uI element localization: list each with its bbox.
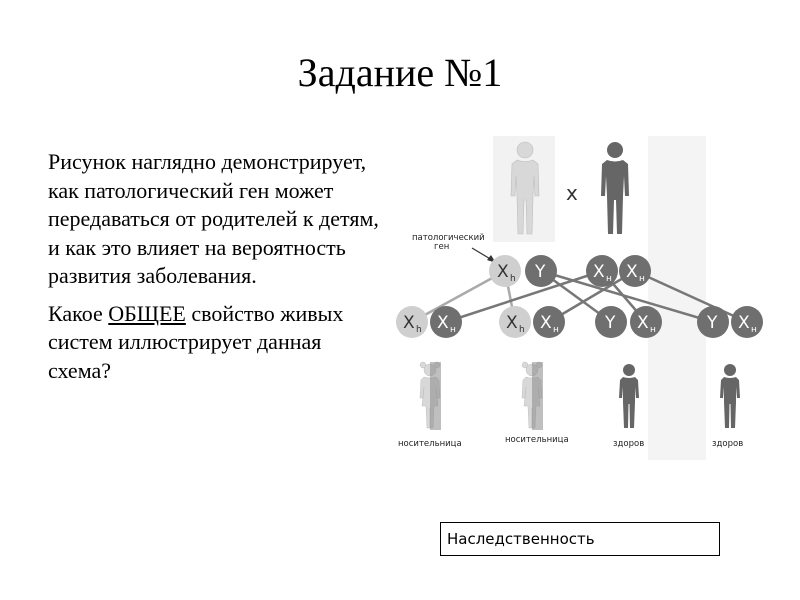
pathogenic-gene-label: патологический [412,233,485,243]
child-4-figure [720,364,740,428]
svg-text:X: X [403,313,415,333]
child-1-figure [420,362,441,430]
svg-text:н: н [639,274,645,284]
child-2-figure [522,362,543,430]
question-paragraph-1: Рисунок наглядно демонстрирует, как патологический ген может передаваться от родителей к детям, и как это влияет на вероятность развития заболевания. [48,149,379,288]
parent-allele-xn-2 [619,255,651,287]
mother-figure [601,142,629,234]
svg-text:X: X [497,262,509,282]
parent-allele-xn-1 [586,255,618,287]
svg-text:н: н [650,325,656,335]
svg-text:Y: Y [707,313,718,333]
inheritance-diagram [388,136,788,460]
svg-text:н: н [606,274,612,284]
parent-allele-y [525,255,557,287]
child-1-caption: носительница [398,439,462,449]
svg-text:X: X [637,313,649,333]
child-1-alleles [396,306,462,338]
svg-text:н: н [450,325,456,335]
question-suffix: свойство живых систем иллюстрирует данная схема? [48,300,344,383]
svg-text:X: X [540,313,552,333]
child-4-alleles [697,306,763,338]
svg-text:Y: Y [605,313,616,333]
answer-box: Наследственность [440,522,720,556]
svg-text:X: X [738,313,750,333]
cross-symbol: х [566,181,578,205]
question-paragraph-2 [48,300,388,386]
question-text [48,148,388,394]
slide-title: Задание №1 [297,50,503,95]
svg-text:X: X [626,262,638,282]
question-keyword: ОБЩЕЕ [108,300,186,326]
svg-text:h: h [416,325,422,335]
child-3-caption: здоров [613,439,645,449]
svg-text:н: н [751,325,757,335]
question-prefix: Какое [48,300,109,326]
svg-text:h: h [519,325,525,335]
child-3-figure [619,364,639,428]
svg-text:н: н [553,325,559,335]
child-4-caption: здоров [712,439,744,449]
svg-text:X: X [437,313,449,333]
child-3-alleles [595,306,662,338]
svg-text:Y: Y [535,262,546,282]
pathogenic-gene-label-2: ген [434,242,450,252]
svg-text:h: h [510,274,516,284]
svg-text:X: X [506,313,518,333]
child-2-alleles [499,306,565,338]
svg-text:X: X [593,262,605,282]
parent-allele-xh-father [489,255,521,287]
child-2-caption: носительница [505,435,569,445]
